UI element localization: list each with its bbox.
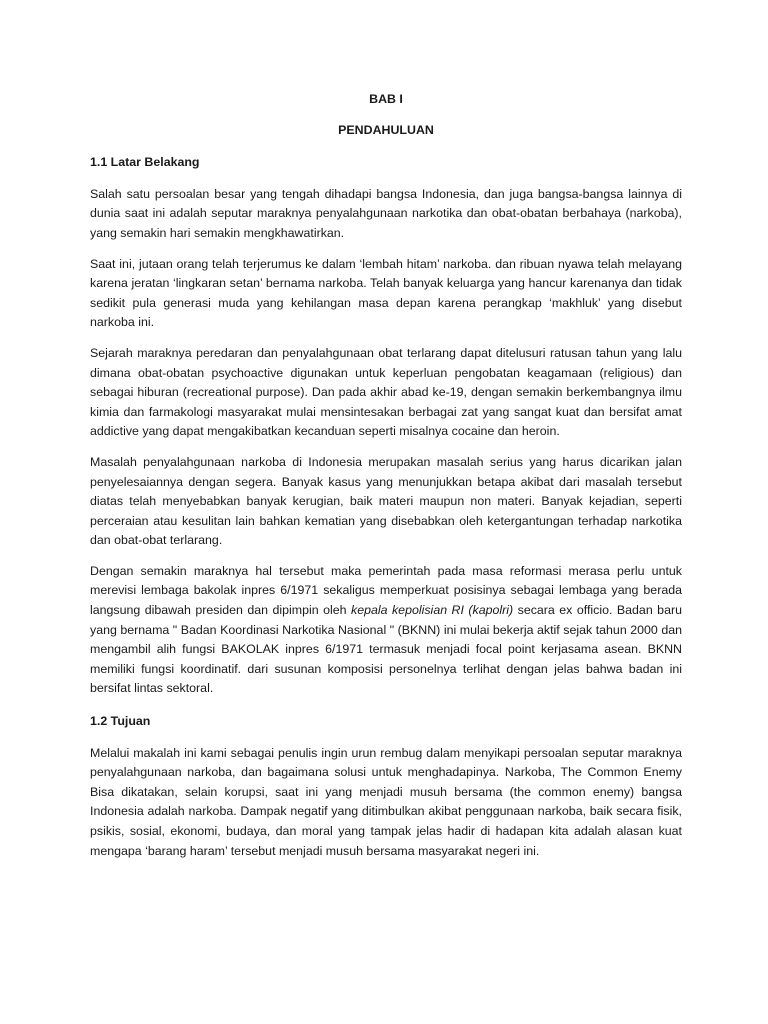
italic-phrase: kepala kepolisian RI (kapolri) xyxy=(351,603,514,618)
paragraph-bknn xyxy=(90,562,682,699)
paragraph: Melalui makalah ini kami sebagai penulis ingin urun rembug dalam menyikapi persoalan seputar maraknya penyalahgunaan narkoba, dan bagaimana solusi untuk menghadapinya. Narkoba, The Common Enemy Bisa dikatakan, selain korupsi, saat ini yang menjadi musuh bersama (the common enemy) bangsa Indonesia adalah narkoba. Dampak negatif yang ditimbulkan akibat penggunaan narkoba, baik secara fisik, psikis, sosial, ekonomi, budaya, dan moral yang tampak jelas hadir di hadapan kita adalah alasan kuat mengapa ‘barang haram’ tersebut menjadi musuh bersama masyarakat negeri ini. xyxy=(90,745,682,858)
chapter-label: BAB I xyxy=(369,92,403,106)
paragraph-text: Dengan semakin maraknya hal tersebut maka pemerintah pada masa reformasi merasa perlu untuk merevisi lembaga bakolak inpres 6/1971 sekaligus memperkuat posisinya sebagai lembaga yang berada langsung dibawah presiden dan dipimpin oleh xyxy=(90,563,682,618)
paragraph: Salah satu persoalan besar yang tengah dihadapi bangsa Indonesia, dan juga bangsa-bangsa lainnya di dunia saat ini adalah seputar maraknya penyalahgunaan narkotika dan obat-obatan berbahaya (narkoba), yang semakin hari semakin mengkhawatirkan. xyxy=(90,186,682,240)
section-heading-latar-belakang: 1.1 Latar Belakang xyxy=(90,155,200,170)
paragraph: Saat ini, jutaan orang telah terjerumus ke dalam ‘lembah hitam’ narkoba. dan ribuan nyawa telah melayang karena jeratan ‘lingkaran setan’ bernama narkoba. Telah banyak keluarga yang hancur karenanya dan tidak sedikit pula generasi muda yang kehilangan masa depan karena perangkap ‘makhluk’ yang disebut narkoba ini. xyxy=(90,256,682,330)
paragraph: Sejarah maraknya peredaran dan penyalahgunaan obat terlarang dapat ditelusuri ratusan tahun yang lalu dimana obat-obatan psychoactive digunakan untuk keperluan pengobatan keagamaan (religious) dan sebagai hiburan (recreational purpose). Dan pada akhir abad ke-19, dengan semakin berkembangnya ilmu kimia dan farmakologi masyarakat mulai mensintesakan berbagai zat yang sangat kuat dan bersifat amat addictive yang dapat mengakibatkan kecanduan seperti misalnya cocaine dan heroin. xyxy=(90,345,682,439)
paragraph: Masalah penyalahgunaan narkoba di Indonesia merupakan masalah serius yang harus dicarikan jalan penyelesaiannya dengan segera. Banyak kasus yang menunjukkan betapa akibat dari masalah tersebut diatas telah menyebabkan banyak kerugian, baik materi maupun non materi. Banyak kejadian, seperti perceraian atau kesulitan lain bahkan kematian yang disebabkan oleh ketergantungan terhadap narkotika dan obat-obat terlarang. xyxy=(90,454,682,548)
chapter-title: PENDAHULUAN xyxy=(338,122,434,137)
paragraph-text: secara ex officio. Badan baru yang bernama " Badan Koordinasi Narkotika Nasional " (BKNN) ini mulai bekerja aktif sejak tahun 2000 dan mengambil alih fungsi BAKOLAK inpres 6/1971 termasuk menjadi focal point kerjasama asean. BKNN memiliki fungsi koordinatif. dari susunan komposisi personelnya terlihat dengan jelas bahwa badan ini bersifat lintas sektoral. xyxy=(90,603,682,696)
section-heading-tujuan: 1.2 Tujuan xyxy=(90,714,151,729)
